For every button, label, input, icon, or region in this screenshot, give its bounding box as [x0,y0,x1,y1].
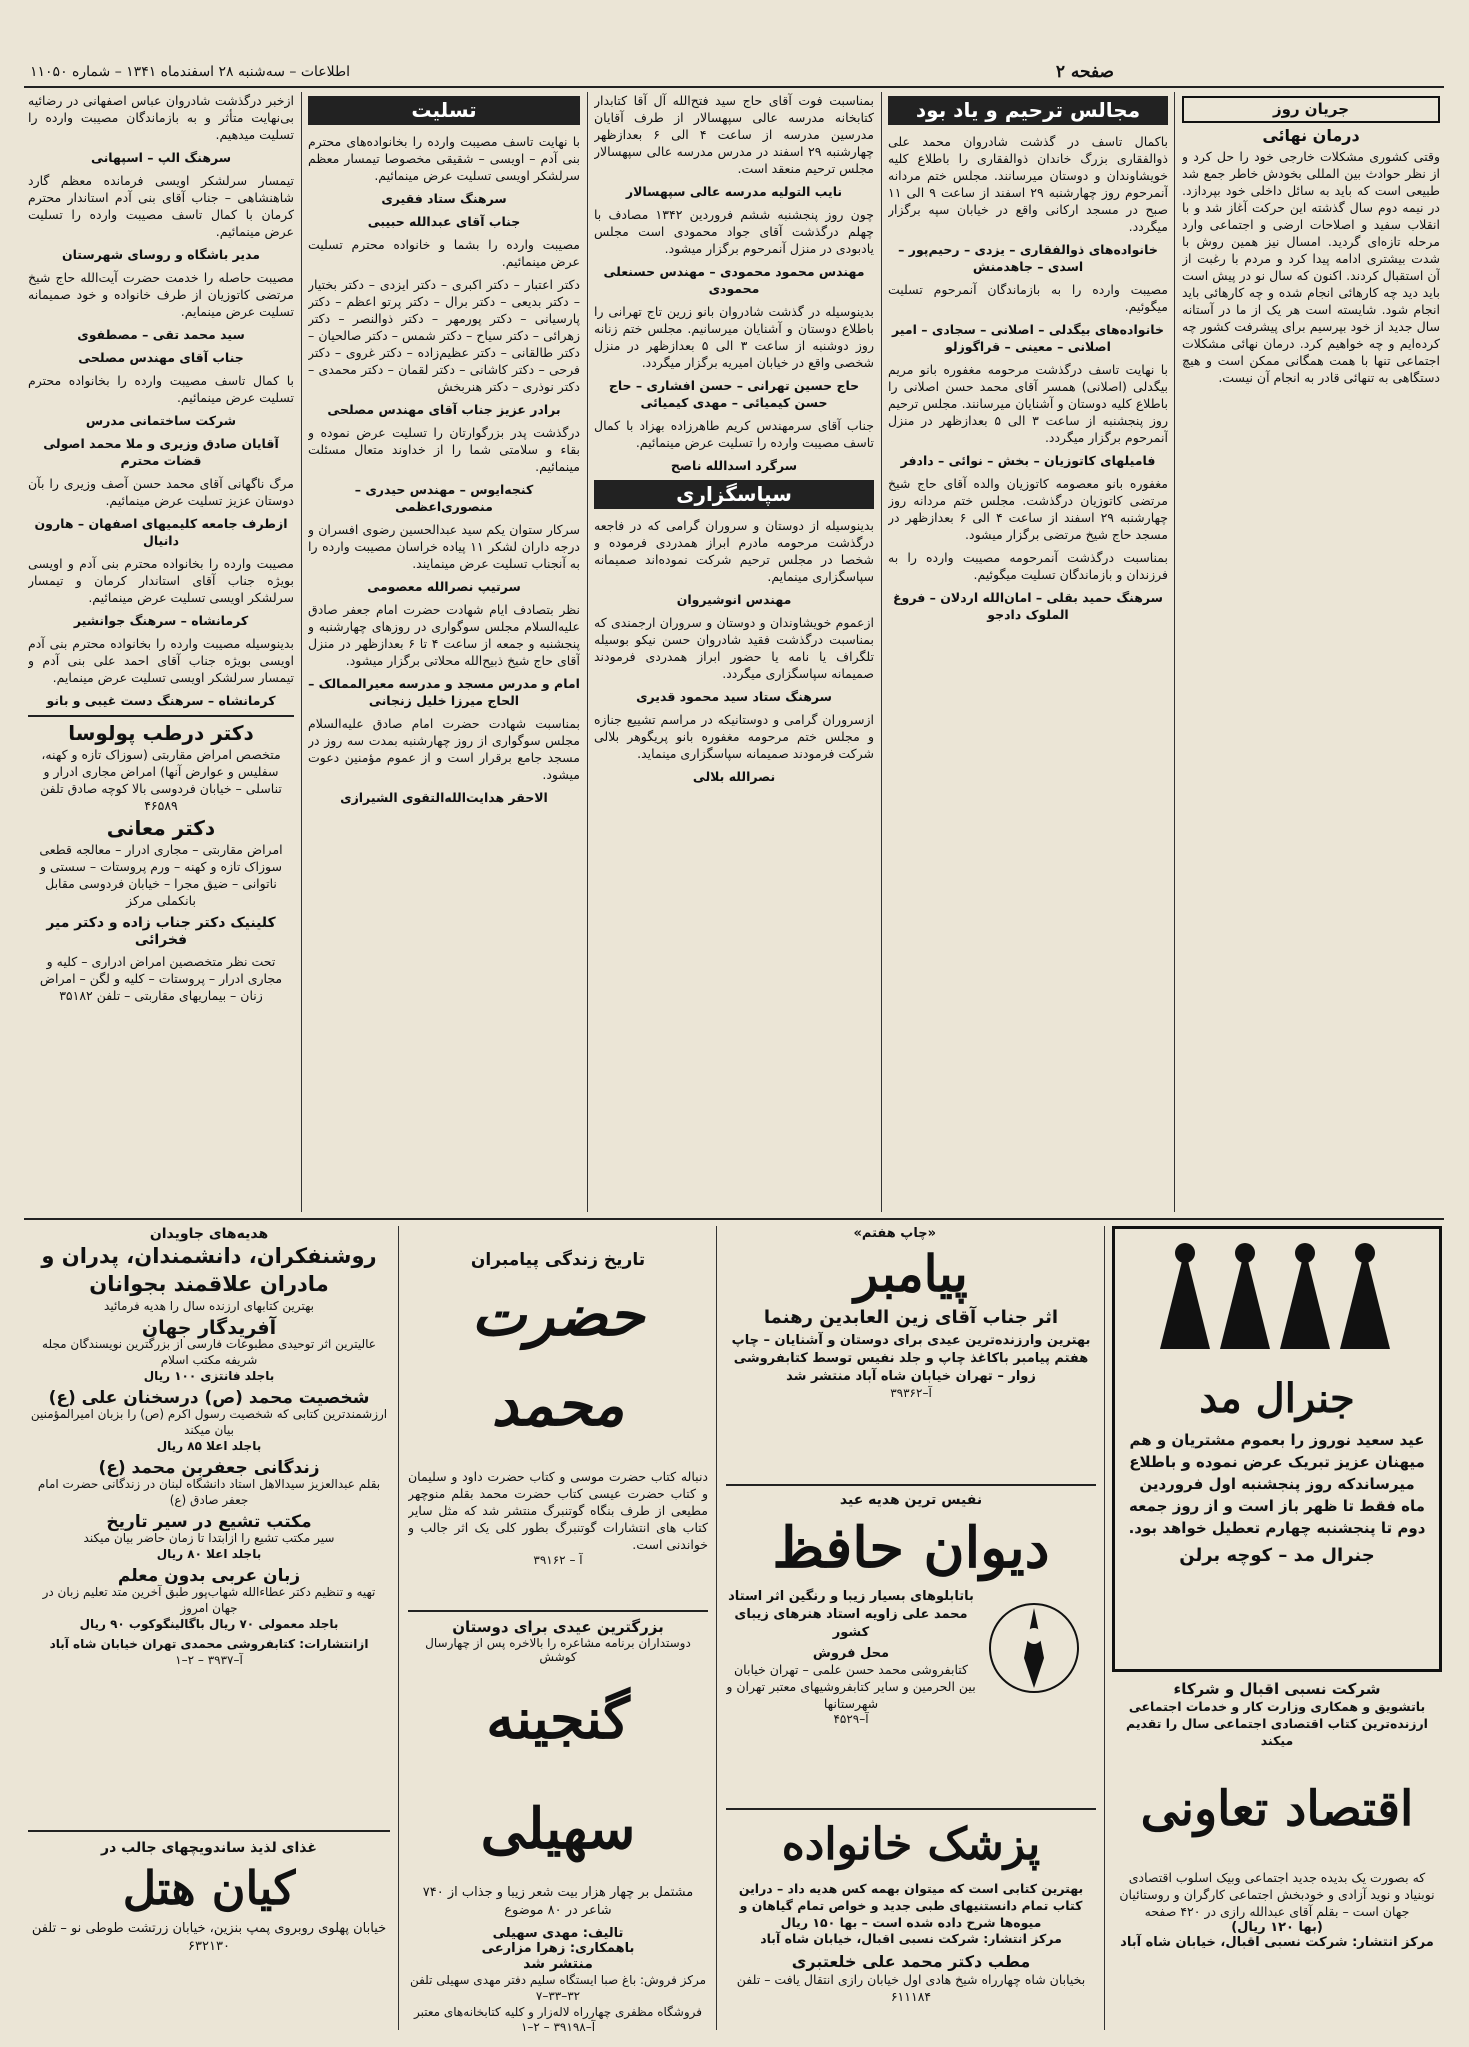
ad-text: دوستداران برنامه مشاعره را بالاخره پس از چهارسال کوشش [425,1636,691,1664]
ad-publisher: ازانتشارات: کتابفروشی محمدی تهران خیابان شاه آباد [49,1637,369,1651]
condolences-banner: تسلیت [308,96,580,125]
ad-title: جنرال مد [1199,1375,1355,1422]
ad-company: شرکت نسبی اقبال و شرکاء [1173,1680,1381,1698]
ad-divider [716,1226,717,2030]
page-header [24,60,1444,88]
notice-signature: سرهنگ الپ – اسپهانی [90,150,232,165]
ad-title: پزشک خانواده [781,1819,1041,1870]
ad-hafez-divan [726,1484,1096,1802]
thanks-banner: سپاسگزاری [594,480,874,509]
notice-signature: مهندس محمود محمودی – مهندس حسنعلی محمودی [603,264,865,296]
ad-collab: باهمکاری: زهرا مزارعی [481,1941,635,1956]
column-divider [587,92,588,1212]
book-title: مکتب تشیع در سیر تاریخ [106,1512,312,1532]
notice: با کمال تاسف مصیبت وارده را بخانواده محترم تسلیت عرض مینمائیم. [28,373,294,405]
notice: بمناسبت فوت آقای حاج سید فتح‌الله آل آقا کتابدار کتابخانه مدرسه عالی سپهسالار از طرف آقایان مدرسین مدرسه از ساعت ۴ الی ۶ بعدازظهر چهارشنبه ۲۹ اسفند در مدرس مدرسه عالی سپهسالار مجلس ترحیم منعقد است. [594,93,874,176]
section-divider [24,1218,1444,1220]
notice: جناب آقای سرمهندس کریم طاهرزاده بهزاد با کمال تاسف مصیبت وارده را تسلیت عرض مینمائیم. [594,418,874,450]
notice: ازخبر درگذشت شادروان عباس اصفهانی در رضائیه بی‌نهایت متأثر و به بازماندگان مصیبت وارده را تسلیت میدهیم. [28,93,294,142]
book-title: شخصیت محمد (ص) درسخنان علی (ع) [48,1388,370,1408]
notice-signature: حاج حسین تهرانی – حسن افشاری – حاج حسن کیمیائی – مهدی کیمیائی [608,378,860,410]
notice-signature: نایب التولیه مدرسه عالی سپهسالار [625,184,843,199]
notice-title: جناب آقای مهندس مصلحی [78,350,244,365]
ad-divider [1104,1226,1105,2030]
ad-title: گنجینه سهیلی [480,1686,636,1862]
ad-title: اقتصاد تعاونی [1140,1781,1414,1837]
ad-payambar-book [726,1226,1096,1476]
ad-edition: «چاپ هفتم» [853,1226,936,1241]
ad-prophet-book [408,1226,708,1602]
editorial-headline: درمان نهائی [1262,126,1360,145]
clinic-address: بخیابان شاه چهارراه شیخ هادی اول خیابان رازی انتقال یافت – تلفن ۶۱۱۱۸۴ [736,1972,1086,2004]
ad-kian-hotel [28,1830,390,2032]
notice-title: آقایان صادق وزیری و ملا محمد اصولی قضات محترم [43,436,279,468]
ad-text: بهترین وارزنده‌ترین عیدی برای دوستان و آشنایان – چاپ هفتم پیامبر باکاغذ چاپ و جلد نفیس توسط کتابفروشی زوار – تهران خیابان شاه آباد منتشر شد [731,1333,1091,1384]
book-desc: تهیه و تنظیم دکتر عطاءالله شهاب‌پور طبق آخرین متد تعلیم زبان در جهان امروز [42,1585,376,1615]
notice: تیمسار سرلشکر اویسی فرمانده معظم گارد شاهنشاهی – جناب آقای بنی آدم استاندار محترم کرمان با کمال تاسف مصیبت وارده را تسلیت عرض مینمائیم. [28,173,294,239]
ad-kicker: نفیس ترین هدیه عید [839,1492,983,1508]
ad-kicker: تاریخ زندگی پیامبران [470,1250,646,1270]
column-notices [594,92,874,1212]
ad-ref: آ–۳۹۳۶۲ [890,1386,932,1400]
doctor-ad-text: متخصص امراض مقاربتی (سوزاک تازه و کهنه، سفلیس و عوارض آنها) امراض مجاری ادرار و تناسلی – خیابان فردوسی بالا کوچه صادق تلفن ۴۶۵۸۹ [40,747,282,813]
ad-publisher: مرکز انتشار: شرکت نسبی اقبال، خیابان شاه آباد [1120,1935,1434,1950]
clinic-ad-text: تحت نظر متخصصین امراض ادراری – کلیه و مجاری ادرار – پروستات – کلیه و لگن – امراض زنان – بیماریهای مقاربتی – تلفن ۳۵۱۸۲ [39,954,283,1003]
ad-address: جنرال مد – کوچه برلن [1179,1545,1375,1566]
notice-signature: خانواده‌های ذوالفقاری – یزدی – رحیم‌پور – اسدی – جاهدمنش [898,242,1158,274]
ad-divider [398,1226,399,2030]
ad-general-mod [1112,1226,1442,1672]
notice-signature: نصرالله بلالی [692,769,776,784]
notice: مصیبت حاصله را خدمت حضرت آیت‌الله حاج شیخ مرتضی کاتوزیان از طرف خانواده و خود صمیمانه تسلیت عرض مینمایم. [28,270,294,319]
column-memorials [888,92,1168,1212]
notice: با نهایت تاسف مصیبت وارده را بخانواده‌های محترم بنی آدم – اویسی – شقیقی مخصوصا تیمسار معظم سرلشکر اویسی تسلیت عرض مینمائیم. [308,134,580,183]
ad-ref: آ–۴۵۲۹ [833,1712,869,1726]
notice-signature: شرکت ساختمانی مدرس [85,413,237,428]
ad-text: غذای لذیذ ساندویچهای جالب در [101,1840,317,1856]
ad-ref: آ–۳۹۱۹۸ – ۲–۱ [520,2020,596,2032]
notice-signature: کرمانشاه – سرهنگ دست غیبی و بانو [46,693,276,708]
notice-signature: سرتیپ نصرالله معصومی [367,579,521,594]
ad-sellers: فروشگاه مظفری چهارراه لاله‌زار و کلیه کتابخانه‌های معتبر [413,2005,702,2019]
book-title: زبان عربی بدون معلم [117,1566,301,1586]
memorials-banner: مجالس ترحیم و یاد بود [888,96,1168,125]
column-divider [881,92,882,1212]
book-desc: ارزشمندترین کتابی که شخصیت رسول اکرم (ص) را بزبان امیرالمؤمنین بیان میکند [30,1407,388,1437]
ad-title: دیوان حافظ [772,1515,1050,1581]
notice: بمناسبت شهادت حضرت امام صادق علیه‌السلام مجلس سوگواری از روز چهارشنبه بمدت سه روز در مسجد جامع برقرار است و از عموم مؤمنین دعوت میشود. [308,716,580,782]
issue-info: اطلاعات – سه‌شنبه ۲۸ اسفندماه ۱۳۴۱ – شماره ۱۱۰۵۰ [30,64,351,80]
notice: مرگ ناگهانی آقای محمد حسن آصف وزیری را بآن دوستان عزیز تسلیت عرض مینمائیم. [28,476,294,508]
doctor-ad-title: دکتر درطب پولوسا [68,721,254,745]
ad-gift-books [28,1226,390,1822]
book-title: آفریدگار جهان [141,1317,277,1339]
notice-signature: مهندس انوشیروان [676,592,792,607]
ad-text: بهترین کتابهای ارزنده سال را هدیه فرمائید [104,1299,314,1313]
clinic-title: مطب دکتر محمد علی خلعتبری [791,1952,1031,1971]
notice-signature: سرهنگ ستاد فقیری [381,191,507,206]
notice: سرکار ستوان یکم سید عبدالحسین رضوی افسران و درجه داران لشکر ۱۱ پیاده خراسان مصیبت وارده را به آنجناب تسلیت عرض مینمایند. [308,522,580,571]
ad-soheili-book [408,1610,708,2032]
notice: ازسروران گرامی و دوستانیکه در مراسم تشییع جنازه و مجلس ختم مرحومه مغفوره بانو پریگوهر بلالی شرکت فرمودند صمیمانه سپاسگزاری مینماید. [594,712,874,761]
ad-ref: آ – ۳۹۱۶۲ [533,1553,583,1567]
column-divider [301,92,302,1212]
notice: با نهایت تاسف درگذشت مرحومه مغفوره بانو مریم بیگدلی (اصلانی) همسر آقای محمد حسن اصلانی را باطلاع کلیه دوستان و آشنایان میرسانند. مجلس ترحیم روز پنجشنبه از ساعت ۳ الی ۵ بعدازظهر در منزل آنمرحوم برگزار میگردد. [888,362,1168,445]
column-editorial [1182,92,1440,1212]
ad-kicker: بزرگترین عیدی برای دوستان [452,1618,664,1636]
notice-signature: سید محمد تقی – مصطفوی [77,327,245,342]
notice: بدینوسیله در گذشت شادروان بانو زرین تاج تهرانی را باطلاع دوستان و آشنایان میرسانیم. مجلس ختم زنانه روز دوشنبه از ساعت ۳ الی ۵ بعدازظهر در منزل شخصی واقع در خیابان امیریه برگزار میگردد. [594,304,874,370]
notice-title: جناب آقای عبدالله حبیبی [367,214,521,229]
book-price: باجلد فانتزی ۱۰۰ ریال [143,1369,275,1383]
ad-cooperative-economics [1112,1680,1442,2030]
book-price: باجلد اعلا ۸۰ ریال [156,1547,262,1561]
column-divider [1174,92,1175,1212]
ad-title: حضرت محمد [471,1281,645,1439]
notice-title: فامیلهای کاتوزیان – بخش – نوائی – دادفر [900,453,1156,468]
ad-title: پیامبر [854,1244,968,1303]
notice: بدینوسیله مصیبت وارده را بخانواده محترم بنی آدم اویسی بویژه جناب آقای احمد علی بنی آدم و تیمسار سرلشکر اویسی تسلیت عرض مینمایم. [28,636,294,685]
ad-text: باتابلوهای بسیار زیبا و رنگین اثر استاد محمد علی زاویه استاد هنرهای زیبای کشور [728,1589,974,1640]
notice: باکمال تاسف در گذشت شادروان محمد علی ذوالفقاری بزرگ خاندان ذوالفقاری را باطلاع کلیه خویشاوندان و دوستان میرسانند. مجلس ختم مردانه آنمرحوم روز چهارشنبه ۲۹ اسفند از ساعت ۹ الی ۱۱ صبح در مسجد ارکانی واقع در خیابان سپه برگزار میگردد. [888,134,1168,234]
notice-signature: کرمانشاه – سرهنگ جوانشیر [73,613,249,628]
ad-author: تالیف: مهدی سهیلی [492,1926,624,1941]
notice-title: برادر عزیز جناب آقای مهندس مصلحی [327,402,561,417]
notice: بمناسبت درگذشت آنمرحومه مصیبت وارده را به فرزندان و بازماندگان تسلیت میگوئیم. [888,550,1168,582]
editorial-box-title: جریان روز [1182,96,1440,123]
notice: مصیبت وارده را به بازماندگان آنمرحوم تسلیت میگوئیم. [888,282,1168,314]
ad-ref: آ–۳۹۳۷ – ۲–۱ [175,1653,243,1667]
hotel-address: خیابان پهلوی روبروی پمپ بنزین، خیابان زرتشت طوطی نو – تلفن ۶۳۲۱۳۰ [31,1921,387,1954]
editorial-body: وقتی کشوری مشکلات خارجی خود را حل کرد و از نظر حوادث بین المللی بخودش خاطر جمع شد طبیعی است که باید به سائل داخلی خود بپردازد. در نیمه دوم سال گذشته این حرکت آغاز شد و با انقلاب سفید و اصلاحات ارضی و اجتماعی وارد مرحله تازه‌ای گردید. امسال نیز همین روش با شدت بیشتری ادامه پیدا کرد و مردم با رغبت از آن استقبال کردند. اکنون که سال نو در پیش است باید دید چه کارهائی انجام شده و چه کارهائی باید انجام شود. شایسته است هر یک از ما در آستانه سال جدید از خود بپرسیم برای پیشرفت کشور چه کرده‌ایم و چه خواهیم کرد. درمان نهائی مشکلات اجتماعی تنها با همت همگانی ممکن است و هیچ دستگاهی به تنهائی قادر به انجام آن نیست. [1182,149,1440,385]
notice-signature: الاحقر هدایت‌الله‌التقوی الشیرازی [340,790,548,805]
book-desc: عالیترین اثر توحیدی مطبوعات فارسی از بزرگترین نویسندگان مجله شریفه مکتب اسلام [42,1337,376,1367]
ad-text: که بصورت یک بدیده جدید اجتماعی وبیک اسلوب اقتصادی نوبنیاد و نوید آزادی و خودبخش اجتماعی کارگران و روستائیان جهان است – بقلم آقای عبدالله رازی در ۴۲۰ صفحه [1119,1870,1435,1919]
ad-text: دنباله کتاب حضرت موسی و کتاب حضرت داود و سلیمان و کتاب حضرت عیسی کتاب حضرت محمد بقلم منوچهر مطیعی از طرف بنگاه گوتنبرگ منتشر شد که مثل سایر کتاب های انتشارات گوتنبرگ بطور کلی یک اثر جالب و خواندنی است. [408,1469,708,1552]
ad-price: (بها ۱۲۰ ریال) [1231,1920,1323,1935]
column-misc [28,92,294,1212]
notice-signature: سرهنگ ستاد سید محمود قدیری [636,689,832,704]
fashion-logo [1115,1239,1439,1369]
notice: نظر بتصادف ایام شهادت حضرت امام جعفر صادق علیه‌السلام مجلس سوگواری در روزهای چهارشنبه و پنجشنبه و جمعه از ساعت ۴ تا ۶ بعدازظهر در منزل آقای حاج شیخ ذبیح‌الله محلاتی برگزار میشود. [308,602,580,668]
page-number: صفحه ۲ [1055,62,1114,82]
notice: چون روز پنجشنبه ششم فروردین ۱۳۴۲ مصادف با چهلم درگذشت آقای جواد محمودی است مجلس یادبودی در منزل آنمرحوم برگزار میشود. [594,207,874,256]
notice-signature: سرهنگ حمید بقلی – امان‌الله اردلان – فروغ الملوک دادجو [893,590,1163,622]
ad-text: مشتمل بر چهار هزار بیت شعر زیبا و جذاب از ۷۴۰ شاعر در ۸۰ موضوع [422,1885,694,1918]
book-price: باجلد معمولی ۷۰ ریال باگالینگوکوب ۹۰ ریال [79,1617,339,1631]
clinic-ad-title: کلینیک دکتر جناب زاده و دکتر میر فخرائی [46,915,276,948]
ad-text: باتشویق و همکاری وزارت کار و خدمات اجتماعی ارزنده‌ترین کتاب اقتصادی اجتماعی سال را تقدیم میکند [1126,1699,1428,1748]
publisher-logo [984,1588,1084,1708]
ad-sellers: کتابفروشی محمد حسن علمی – تهران خیابان بین الحرمین و سایر کتابفروشیهای معتبر تهران و شهرستانها [726,1662,976,1711]
notice: درگذشت پدر بزرگوارتان را تسلیت عرض نموده و بقاء و سلامتی شما را از خداوند متعال مسئلت مینمائیم. [308,425,580,474]
notice-signature: کنجه‌ایوس – مهندس حیدری – منصوری‌اعظمی [354,482,534,514]
ad-family-doctor [726,1808,1096,2032]
notice: مصیبت وارده را بشما و خانواده محترم تسلیت عرض مینمائیم. [308,237,580,269]
ad-center: مرکز فروش: باغ صبا ایستگاه سلیم دفتر مهدی سهیلی تلفن ۳۲–۳۳–۷ [409,1973,707,2003]
book-title: زندگانی جعفربن محمد (ع) [98,1458,320,1478]
ad-publisher: مرکز انتشار: شرکت نسبی اقبال، خیابان شاه آباد [760,1931,1062,1946]
notice-signature: ازطرف جامعه کلیمیهای اصفهان – هارون دانیال [34,516,288,548]
notice: ازعموم خویشاوندان و دوستان و سروران ارجمندی که بمناسبت درگذشت فقید شادروان حسن نیکو بوسیله تلگراف یا نامه یا حضور ابراز همدردی فرمودند صمیمانه سپاسگزاری میگردد. [594,615,874,681]
ad-heading: هدیه‌های جاویدان [149,1226,269,1242]
book-desc: سیر مکتب تشیع را ازابتدا تا زمان حاضر بیان میکند [83,1531,335,1545]
notice-signature: امام و مدرس مسجد و مدرسه معیرالممالک – الحاج میرزا خلیل زنجانی [308,676,580,708]
ad-status: منتشر شد [523,1956,593,1972]
ad-author: اثر جناب آقای زین العابدین رهنما [763,1307,1059,1328]
book-desc: بقلم عبدالعزیز سیدالاهل استاد دانشگاه لبنان در زندگانی حضرت امام جعفر صادق (ع) [37,1477,381,1507]
notice: بدینوسیله از دوستان و سروران گرامی که در فاجعه درگذشت مرحومه مادرم ابراز همدردی فرموده و شخصا در مجلس ترحیم شرکت نموده‌اند صمیمانه سپاسگزاری مینمایم. [594,518,874,584]
notice-signature: دکتر اعتبار – دکتر اکبری – دکتر ایزدی – دکتر بختیار – دکتر بدیعی – دکتر برال – دکتر پرتو اعظم – دکتر پارسیانی – دکتر پورمهر – دکتر ذوالنصر – دکتر زهرائی – دکتر سیاح – دکتر شمس – دکتر صالحیان – دکتر طالقانی – دکتر عظیم‌زاده – دکتر غروی – دکتر فرحی – دکتر کاشانی – دکتر لقمان – دکتر محمدی – دکتر نوذری – دکتر هنربخش [308,277,580,394]
book-price: باجلد اعلا ۸۵ ریال [156,1439,262,1453]
ad-title: روشنفکران، دانشمندان، پدران و مادران علاقمند بجوانان [41,1244,377,1296]
notice: مصیبت وارده را بخانواده محترم بنی آدم و اویسی بویژه جناب آقای استاندار کرمان و تیمسار سرلشکر اویسی تسلیت عرض مینمائیم. [28,556,294,605]
column-condolences [308,92,580,1212]
notice-signature: مدیر باشگاه و روسای شهرستان [61,247,261,262]
ad-text: بهترین کتابی است که میتوان بهمه کس هدیه داد – دراین کتاب تمام دانستنیهای طبی جدید و خواص تمام گیاهان و میوه‌ها شرح داده شده است – بها ۱۵۰ ریال [738,1881,1084,1930]
notice: مغفوره بانو معصومه کاتوزیان والده آقای حاج شیخ مرتضی کاتوزیان درگذشت. مجلس ختم مردانه روز چهارشنبه ۲۹ اسفند از ساعت ۴ الی ۶ بعدازظهر در مسجد حاج شیخ مرتضی برگزار میشود. [888,476,1168,542]
notice-signature: خانواده‌های بیگدلی – اصلانی – سجادی – امیر اصلانی – معینی – قراگوزلو [892,322,1164,354]
ad-sale-label: محل فروش [812,1646,890,1661]
hotel-name: کیان هتل [122,1861,296,1915]
notice-signature: سرگرد اسدالله ناصح [670,458,798,473]
ad-text: عید سعید نوروز را بعموم مشتریان و هم میهنان عزیز تبریک عرض نموده و باطلاع میرساندکه روز پنجشنبه اول فروردین ماه فقط تا ظهر باز است و از روز جمعه دوم تا پنجشنبه چهارم تعطیل خواهد بود. [1128,1431,1426,1537]
doctor-ad-title: دکتر معانی [106,816,216,840]
doctor-ad-text: امراض مقاربتی – مجاری ادرار – معالجه قطعی سوزاک تازه و کهنه – ورم پروستات – سستی و ناتوانی – ضیق مجرا – خیابان فردوسی مقابل بانکملی مرکز [39,842,283,908]
